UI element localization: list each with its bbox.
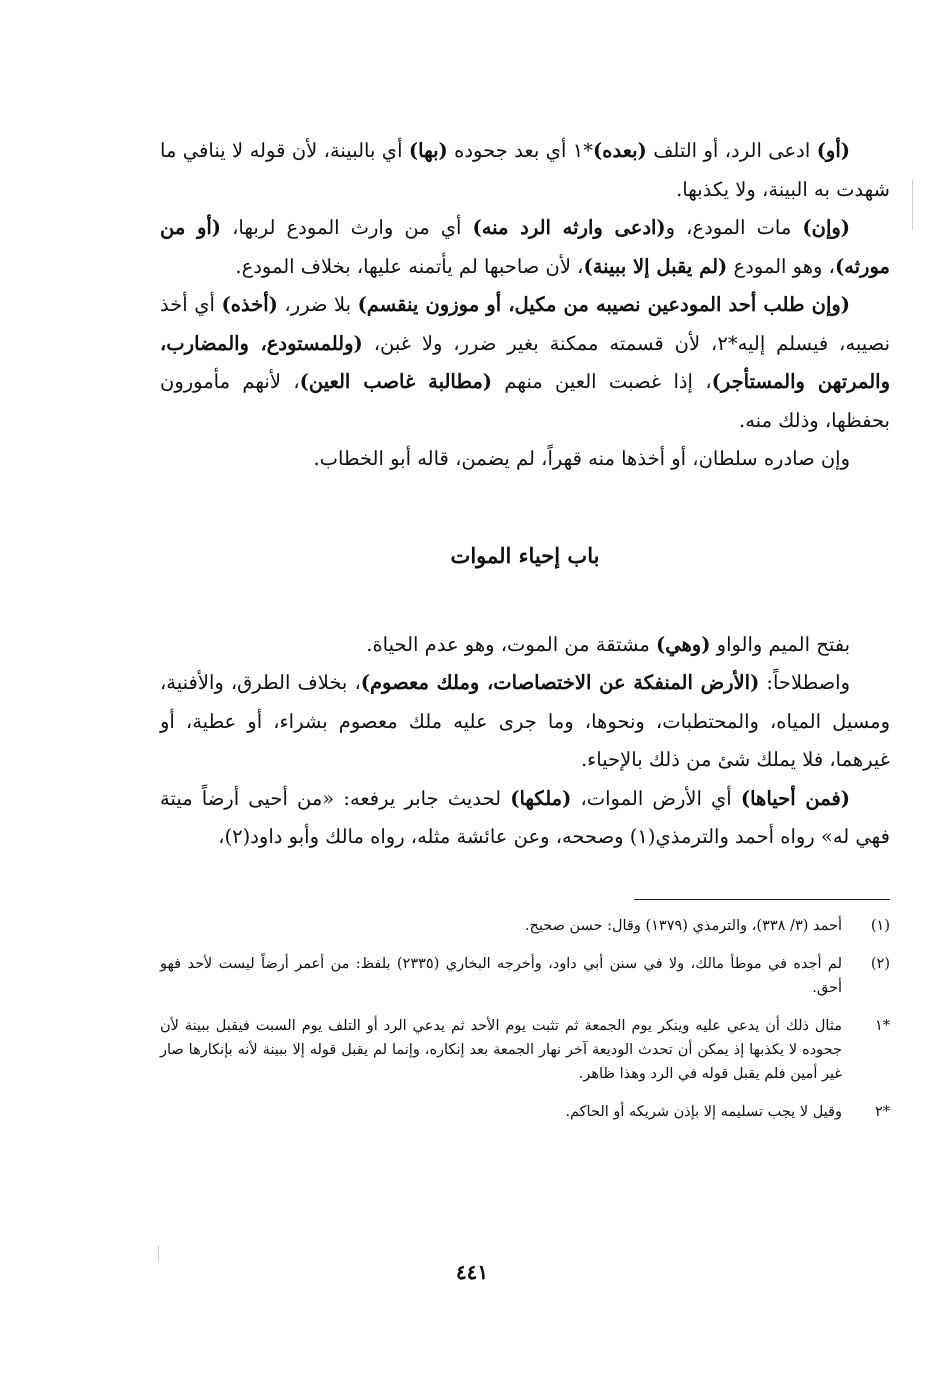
paragraph-5 <box>160 626 890 665</box>
text-run: ادعى الرد، أو التلف <box>646 139 817 162</box>
footnote-number: (١) <box>870 917 890 934</box>
page-number: ٤٤١ <box>455 1260 489 1284</box>
page-body <box>160 132 890 1138</box>
footnotes <box>160 914 890 1124</box>
bold-text-run: (مطالبة غاصب العين) <box>299 370 493 393</box>
paragraph-3 <box>160 286 890 440</box>
text-run: ، إذا غصبت العين منهم <box>492 370 712 393</box>
text-run: أي من وارث المودع لربها، <box>221 216 473 239</box>
paragraph-6 <box>160 664 890 780</box>
paragraph-4 <box>160 440 890 479</box>
bold-text-run: (وللمستودع، والمضارب، والمرتهن والمستأجر) <box>160 331 890 393</box>
text-run: ، لأن صاحبها لم يأتمنه عليها، بخلاف المودع. <box>235 254 584 278</box>
bold-text-run: (فمن أحياها) <box>740 786 851 810</box>
footnote-number: (٢) <box>870 955 890 972</box>
footnote <box>160 952 890 1000</box>
bold-text-run: (الأرض المنفكة عن الاختصاصات، وملك معصوم) <box>360 671 760 694</box>
bold-text-run: (أو) <box>816 139 850 162</box>
bold-text-run: (وهي) <box>656 632 711 656</box>
paragraph-1 <box>160 132 890 209</box>
footnote <box>160 1014 890 1086</box>
footnote-text: وقيل لا يجب تسليمه إلا بإذن شريكه أو الحاكم. <box>565 1103 842 1120</box>
footnote-text: لم أجده في موطأ مالك، ولا في سنن أبي داود، وأخرجه البخاري (٢٣٣٥) بلفظ: من أعمر أرضاً ليست لأحد فهو أحق. <box>160 955 842 996</box>
bold-text-run: (بعده) <box>593 139 647 162</box>
footnote-number: *٢ <box>874 1103 890 1120</box>
bold-text-run: (لم يقبل إلا ببينة) <box>583 254 728 278</box>
bold-text-run: (بها) <box>408 139 448 162</box>
footnote <box>160 914 890 938</box>
margin-mark <box>912 180 914 230</box>
text-run: وإن صادره سلطان، أو أخذها منه قهراً، لم يضمن، قاله أبو الخطاب. <box>313 447 850 470</box>
text-run: واصطلاحاً: <box>759 671 850 694</box>
footnote-text: أحمد (٣/ ٣٣٨)، والترمذي (١٣٧٩) وقال: حسن صحيح. <box>524 917 842 934</box>
text-run: بلا ضرر، <box>277 293 358 316</box>
text-run: ، وهو المودع <box>727 254 835 278</box>
text-run: ، بخلاف الطرق، والأفنية، ومسيل المياه، والمحتطبات، ونحوها، وما جرى عليه ملك معصوم بشراء، أو عطية، أو غيرهما، فلا يملك شئ من ذلك بالإحياء. <box>160 671 890 771</box>
bold-text-run: (أو من مورثه) <box>160 216 890 278</box>
text-run: أي بالبينة، لأن قوله لا ينافي ما شهدت به البينة، ولا يكذبها. <box>160 139 890 201</box>
footnote-text: مثال ذلك أن يدعي عليه وينكر يوم الجمعة ثم تثبت يوم الأحد ثم يدعي الرد أو التلف يوم السبت فيقبل ببينة لأن جحوده لا يكذبها إذ يمكن أن تحدث الوديعة آخر نهار الجمعة بعد إنكاره، وإنما لم يقبل قوله إلا ببينة لأنه بإنكارها صار غير أمين فلم يقبل قوله في الرد وهذا ظاهر. <box>160 1017 842 1082</box>
text-run: لحديث جابر يرفعه: «من أحيى أرضاً ميتة فهي له» رواه أحمد والترمذي(١) وصححه، وعن عائشة مثله، رواه مالك وأبو داود(٢)، <box>160 786 890 848</box>
footnote-separator <box>634 899 890 900</box>
footnote <box>160 1100 890 1124</box>
bold-text-run: (وإن طلب أحد المودعين نصيبه من مكيل، أو موزون ينقسم) <box>357 293 850 316</box>
text-run: ، لأنهم مأمورون بحفظها، وذلك منه. <box>160 370 890 432</box>
paragraph-2 <box>160 209 890 286</box>
section-heading: باب إحياء الموات <box>450 542 600 568</box>
bold-text-run: (ملكها) <box>510 786 572 810</box>
text-run: مات المودع، و <box>665 216 803 239</box>
text-run: بفتح الميم والواو <box>710 632 850 656</box>
text-run: أي أخذ نصيبه، فيسلم إليه*٢، لأن قسمته ممكنة بغير ضرر، ولا غبن، <box>160 293 890 355</box>
paragraph-7 <box>160 780 890 857</box>
bold-text-run: (ادعى وارثه الرد منه) <box>472 216 666 239</box>
bold-text-run: (أخذه) <box>221 293 278 316</box>
text-run: أي الأرض الموات، <box>571 786 741 810</box>
text-run: *١ أي بعد جحوده <box>447 139 594 162</box>
bold-text-run: (وإن) <box>802 216 851 239</box>
text-run: مشتقة من الموت، وهو عدم الحياة. <box>366 632 657 656</box>
footnote-number: *١ <box>874 1017 890 1034</box>
